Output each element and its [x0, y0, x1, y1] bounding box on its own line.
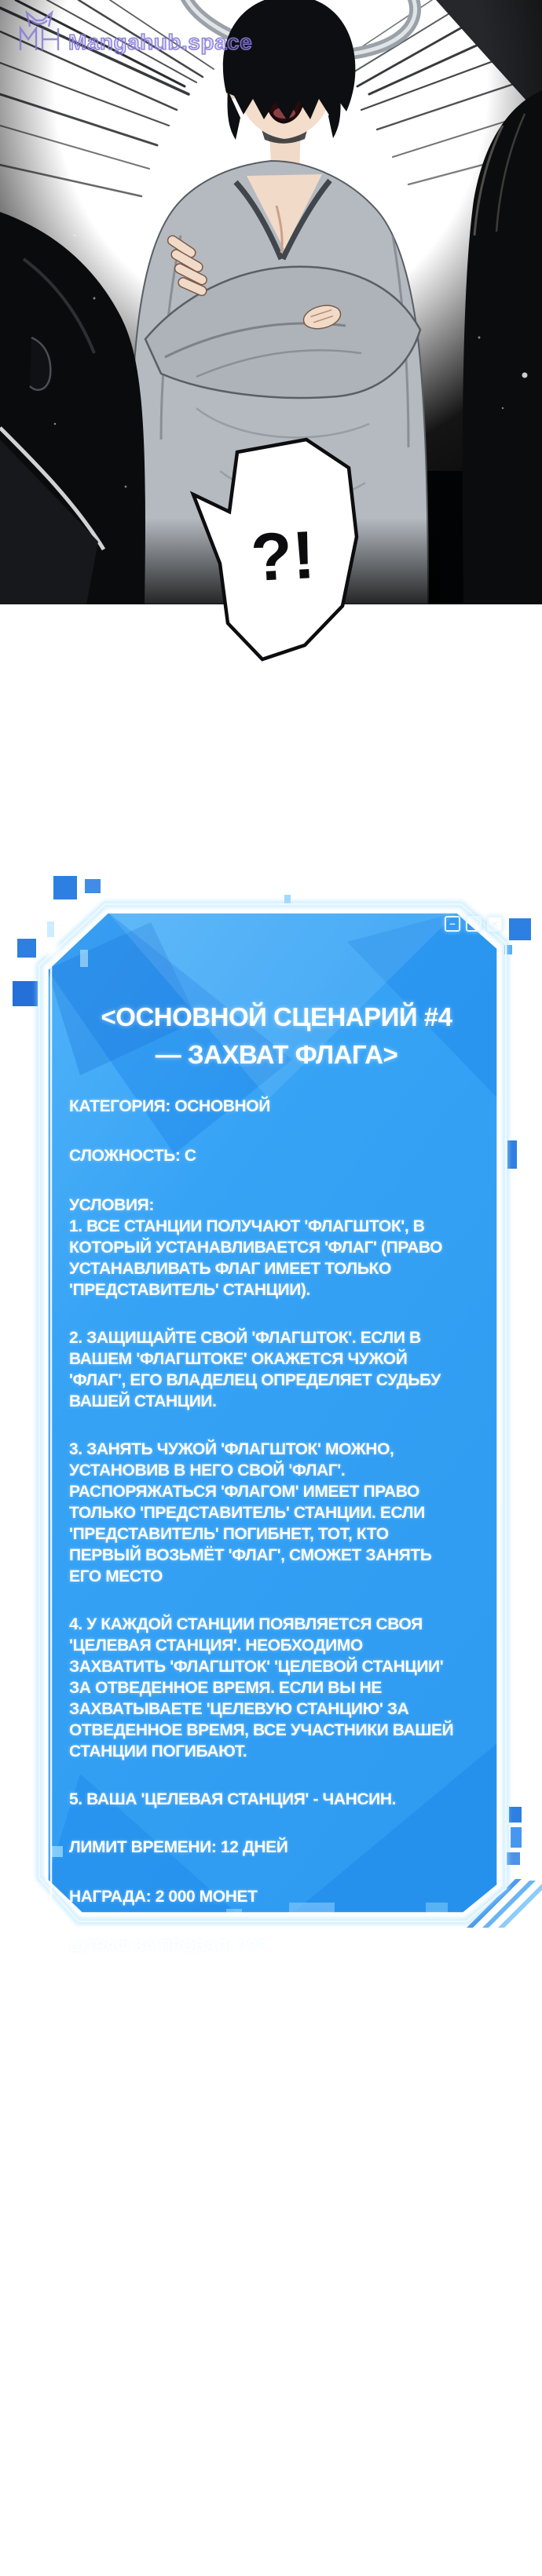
maximize-icon: ▫ — [472, 918, 475, 929]
system-window — [33, 895, 520, 1955]
close-button[interactable] — [487, 916, 503, 932]
reward-field: НАГРАДА: 2 000 МОНЕТ — [69, 1888, 258, 1906]
conditions-list — [69, 1216, 463, 1810]
mangahub-logo-icon — [14, 8, 64, 53]
penalty-field: ШТРАФ ЗА ПРОВАЛ: ??? — [69, 1937, 267, 1955]
scenario-title-line2: — ЗАХВАТ ФЛАГА> — [155, 1040, 398, 1069]
condition-item: 3. ЗАНЯТЬ ЧУЖОЙ 'ФЛАГШТОК' МОЖНО, УСТАНОВИВ В НЕГО СВОЙ 'ФЛАГ'. РАСПОРЯЖАТЬСЯ 'ФЛАГОМ' ИМЕЕТ ПРАВО ТОЛЬКО 'ПРЕДСТАВИТЕЛЬ' СТАНЦИИ. ЕСЛИ 'ПРЕДСТАВИТЕЛЬ' ПОГИБНЕТ, ТОТ, КТО ПЕРВЫЙ ВОЗЬМЁТ 'ФЛАГ', СМОЖЕТ ЗАНЯТЬ ЕГО МЕСТО — [69, 1440, 432, 1585]
difficulty-field: СЛОЖНОСТЬ: С — [69, 1147, 196, 1165]
speech-bubble-art — [189, 436, 363, 664]
conditions-label: УСЛОВИЯ: — [69, 1196, 154, 1214]
condition-item: 4. У КАЖДОЙ СТАНЦИИ ПОЯВЛЯЕТСЯ СВОЯ 'ЦЕЛЕВАЯ СТАНЦИЯ'. НЕОБХОДИМО ЗАХВАТИТЬ 'ФЛАГШТОК' 'ЦЕЛЕВОЙ СТАНЦИИ' ЗА ОТВЕДЕННОЕ ВРЕМЯ. ЕСЛИ ВЫ НЕ ЗАХВАТЫВАЕТЕ 'ЦЕЛЕВУЮ СТАНЦИЮ' ЗА ОТВЕДЕННОЕ ВРЕМЯ, ВСЕ УЧАСТНИКИ ВАШЕЙ СТАНЦИИ ПОГИБАЮТ. — [69, 1615, 454, 1761]
watermark-site-text: Mangahub.space — [68, 30, 253, 54]
scenario-title-line1: <ОСНОВНОЙ СЦЕНАРИЙ #4 — [101, 1002, 452, 1031]
scenario-title — [52, 998, 501, 1074]
condition-item: 1. ВСЕ СТАНЦИИ ПОЛУЧАЮТ 'ФЛАГШТОК', В КОТОРЫЙ УСТАНАВЛИВАЕТСЯ 'ФЛАГ' (ПРАВО УСТАНАВЛИВАТЬ ФЛАГ ИМЕЕТ ТОЛЬКО 'ПРЕДСТАВИТЕЛЬ' СТАНЦИИ). — [69, 1217, 443, 1299]
minimize-button[interactable] — [445, 916, 460, 932]
minimize-icon: – — [449, 918, 456, 929]
condition-item: 2. ЗАЩИЩАЙТЕ СВОЙ 'ФЛАГШТОК'. ЕСЛИ В ВАШЕМ 'ФЛАГШТОКЕ' ОКАЖЕТСЯ ЧУЖОЙ 'ФЛАГ', ЕГО ВЛАДЕЛЕЦ ОПРЕДЕЛЯЕТ СУДЬБУ ВАШЕЙ СТАНЦИИ. — [69, 1329, 441, 1410]
maximize-button[interactable] — [466, 916, 482, 932]
speech-bubble-text: ?! — [249, 516, 317, 597]
condition-item: 5. ВАША 'ЦЕЛЕВАЯ СТАНЦИЯ' - ЧАНСИН. — [69, 1790, 397, 1808]
close-icon: × — [491, 918, 499, 930]
time-limit-field: ЛИМИТ ВРЕМЕНИ: 12 ДНЕЙ — [69, 1838, 288, 1856]
watermark — [14, 8, 252, 53]
window-controls — [445, 916, 503, 932]
speech-bubble — [189, 436, 363, 664]
scenario-body — [69, 1096, 463, 1957]
category-field: КАТЕГОРИЯ: ОСНОВНОЙ — [69, 1097, 270, 1115]
